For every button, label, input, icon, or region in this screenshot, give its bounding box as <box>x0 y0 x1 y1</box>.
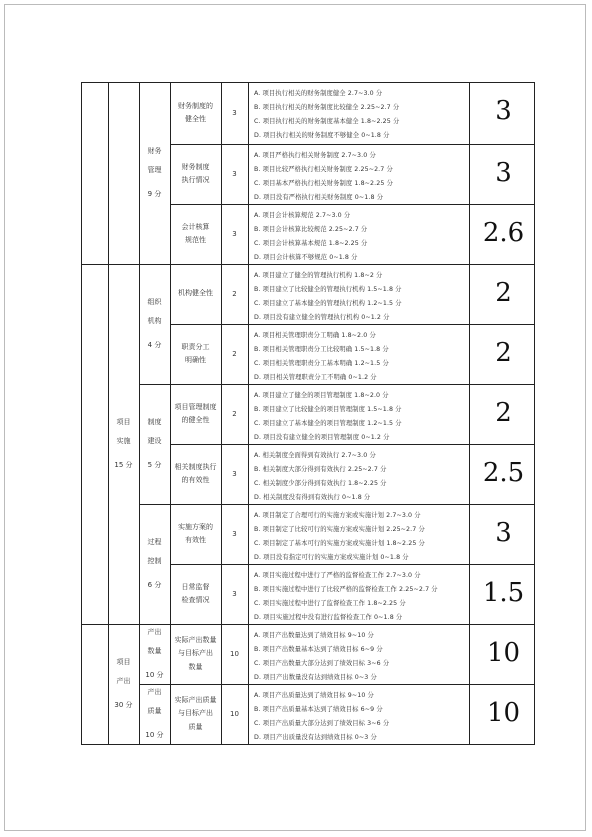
item-label: 实际产出质量 <box>174 696 217 705</box>
subcategory-quality-line: 产出 <box>147 688 162 697</box>
subcategory-quality-line: 10 分 <box>145 730 164 739</box>
subcategory-org-line: 组织 <box>147 298 162 307</box>
handwritten-score: 2 <box>495 278 512 308</box>
criteria-option: A. 项目执行相关的财务制度健全 2.7~3.0 分 <box>254 90 383 97</box>
item-label: 与目标产出 <box>178 649 213 658</box>
table-rule <box>534 82 535 745</box>
handwritten-score: 10 <box>486 698 521 728</box>
item-cell <box>170 144 221 204</box>
handwritten-score: 2.5 <box>482 458 525 488</box>
table-rule <box>81 624 108 625</box>
weight-cell: 3 <box>232 229 237 238</box>
subcategory-org-line: 4 分 <box>147 340 162 349</box>
weight-cell: 2 <box>232 409 237 418</box>
criteria-option: D. 项目没有建立健全的项目管理制度 0~1.2 分 <box>254 434 390 441</box>
weight-cell: 2 <box>232 349 237 358</box>
item-cell <box>170 204 221 264</box>
category-output-line: 产出 <box>116 677 131 686</box>
criteria-option: A. 项目建立了健全的管理执行机构 1.8~2 分 <box>254 272 383 279</box>
item-label: 执行情况 <box>181 176 210 184</box>
item-label: 日常监督 <box>181 582 210 591</box>
criteria-option: D. 项目没有建立健全的管理执行机构 0~1.2 分 <box>254 314 390 321</box>
criteria-option: A. 项目制定了合理可行的实施方案或实施计划 2.7~3.0 分 <box>254 512 421 519</box>
criteria-option: C. 项目产出数量大部分达到了绩效目标 3~6 分 <box>254 660 390 667</box>
category-output-line: 30 分 <box>114 700 133 709</box>
subcategory-system-line: 建设 <box>147 437 162 446</box>
table-rule <box>139 744 170 745</box>
category-output-line: 项目 <box>116 658 131 667</box>
subcategory-process <box>139 504 170 624</box>
weight-cell: 10 <box>230 649 239 658</box>
criteria-option: A. 项目会计核算规范 2.7~3.0 分 <box>254 212 351 219</box>
criteria-option: D. 项目相关管理职责分工不明确 0~1.2 分 <box>254 374 377 381</box>
weight-cell: 3 <box>232 108 237 117</box>
criteria-option: B. 相关制度大部分得到有效执行 2.25~2.7 分 <box>254 466 387 473</box>
criteria-option: A. 相关制度全面得到有效执行 2.7~3.0 分 <box>254 452 376 459</box>
table-rule <box>108 82 139 83</box>
criteria-option: C. 项目会计核算基本规范 1.8~2.25 分 <box>254 240 368 247</box>
criteria-option: B. 项目制定了比较可行的实施方案或实施计划 2.25~2.7 分 <box>254 526 425 533</box>
criteria-option: B. 项目相关管理职责分工比较明确 1.5~1.8 分 <box>254 346 389 353</box>
subcategory-process-line: 控制 <box>147 557 162 566</box>
criteria-option: C. 项目相关管理职责分工基本明确 1.2~1.5 分 <box>254 360 389 367</box>
item-label: 质量 <box>188 722 203 731</box>
criteria-option: D. 项目执行相关的财务制度不够健全 0~1.8 分 <box>254 132 390 139</box>
criteria-option: C. 项目执行相关的财务制度基本健全 1.8~2.25 分 <box>254 118 400 125</box>
item-label: 数量 <box>188 662 203 671</box>
criteria-option: C. 项目建立了基本健全的管理执行机构 1.2~1.5 分 <box>254 300 402 307</box>
criteria-option: A. 项目相关管理职责分工明确 1.8~2.0 分 <box>254 332 376 339</box>
subcategory-quantity-line: 产出 <box>147 628 162 637</box>
criteria-option: C. 相关制度少部分得到有效执行 1.8~2.25 分 <box>254 480 387 487</box>
criteria-option: A. 项目建立了健全的项目管理制度 1.8~2.0 分 <box>254 392 389 399</box>
criteria-option: D. 项目实施过程中没有进行监督检查工作 0~1.8 分 <box>254 614 403 621</box>
category-implementation <box>108 264 139 624</box>
handwritten-score: 2 <box>495 338 512 368</box>
criteria-option: B. 项目会计核算比较规范 2.25~2.7 分 <box>254 226 368 233</box>
table-rule <box>469 82 470 745</box>
subcategory-quantity <box>139 624 170 684</box>
table-rule <box>81 82 108 83</box>
table-rule <box>81 82 82 745</box>
criteria-option: D. 项目没有指定可行的实施方案或实施计划 0~1.8 分 <box>254 554 409 561</box>
criteria-option: D. 项目没有严格执行相关财务制度 0~1.8 分 <box>254 194 384 201</box>
category-output <box>108 624 139 744</box>
criteria-option: D. 项目产出数量没有达到绩效目标 0~3 分 <box>254 674 377 681</box>
item-label: 项目管理制度 <box>174 402 217 411</box>
item-cell <box>170 684 221 744</box>
criteria-option: A. 项目实施过程中进行了严格的监督检查工作 2.7~3.0 分 <box>254 572 421 579</box>
item-label: 健全性 <box>185 115 206 123</box>
handwritten-score: 2.6 <box>482 218 525 248</box>
item-label: 实际产出数量 <box>174 636 217 645</box>
item-label: 财务制度的 <box>178 101 213 110</box>
table-rule <box>81 264 108 265</box>
subcategory-quality-line: 质量 <box>147 707 162 716</box>
criteria-option: D. 项目会计核算不够规范 0~1.8 分 <box>254 254 358 261</box>
item-label: 实施方案的 <box>178 522 213 531</box>
subcategory-org-line: 机构 <box>147 317 162 326</box>
weight-cell: 10 <box>230 709 239 718</box>
criteria-option: B. 项目产出数量基本达到了绩效目标 6~9 分 <box>254 646 383 653</box>
item-label: 有效性 <box>185 536 206 544</box>
weight-cell: 2 <box>232 289 237 298</box>
handwritten-score: 2 <box>495 398 512 428</box>
category-implementation-line: 项目 <box>116 418 131 427</box>
subcategory-process-line: 6 分 <box>147 580 162 589</box>
criteria-option: D. 项目产出质量没有达到绩效目标 0~3 分 <box>254 734 377 741</box>
subcategory-finance-line: 9 分 <box>147 189 162 198</box>
subcategory-org <box>139 264 170 384</box>
item-label: 检查情况 <box>181 596 210 604</box>
item-cell <box>170 324 221 384</box>
subcategory-finance-line: 财务 <box>147 147 162 156</box>
weight-cell: 3 <box>232 589 237 598</box>
item-label: 的有效性 <box>181 476 210 484</box>
item-label: 的健全性 <box>181 416 210 424</box>
handwritten-score: 3 <box>495 518 512 548</box>
criteria-option: B. 项目实施过程中进行了比较严格的监督检查工作 2.25~2.7 分 <box>254 586 438 593</box>
category-implementation-line: 实施 <box>116 437 131 446</box>
subcategory-quantity-line: 10 分 <box>145 670 164 679</box>
subcategory-finance-line: 管理 <box>147 166 162 175</box>
category-implementation-line: 15 分 <box>114 460 133 469</box>
criteria-option: C. 项目产出质量大部分达到了绩效目标 3~6 分 <box>254 720 390 727</box>
item-label: 规范性 <box>185 236 206 244</box>
subcategory-quantity-line: 数量 <box>147 647 162 656</box>
criteria-option: A. 项目产出数量达到了绩效目标 9~10 分 <box>254 632 374 639</box>
criteria-option: C. 项目实施过程中进行了监督检查工作 1.8~2.25 分 <box>254 600 406 607</box>
item-cell <box>170 384 221 444</box>
criteria-option: C. 项目建立了基本健全的项目管理制度 1.2~1.5 分 <box>254 420 402 427</box>
weight-cell: 3 <box>232 529 237 538</box>
criteria-option: C. 项目制定了基本可行的实施方案或实施计划 1.8~2.25 分 <box>254 540 425 547</box>
handwritten-score: 1.5 <box>482 578 525 608</box>
criteria-option: A. 项目产出质量达到了绩效目标 9~10 分 <box>254 692 374 699</box>
weight-cell: 3 <box>232 469 237 478</box>
item-cell <box>170 564 221 624</box>
criteria-option: B. 项目建立了比较健全的项目管理制度 1.5~1.8 分 <box>254 406 402 413</box>
item-label: 与目标产出 <box>178 709 213 718</box>
criteria-option: C. 项目基本严格执行相关财务制度 1.8~2.25 分 <box>254 180 393 187</box>
criteria-option: B. 项目产出质量基本达到了绩效目标 6~9 分 <box>254 706 383 713</box>
criteria-option: B. 项目建立了比较健全的管理执行机构 1.5~1.8 分 <box>254 286 402 293</box>
subcategory-system-line: 制度 <box>147 418 162 427</box>
item-cell <box>170 264 221 324</box>
subcategory-quality <box>139 684 170 744</box>
item-cell <box>170 82 221 144</box>
table-rule <box>81 744 108 745</box>
criteria-option: B. 项目比较严格执行相关财务制度 2.25~2.7 分 <box>254 166 393 173</box>
subcategory-system-line: 5 分 <box>147 460 162 469</box>
item-label: 财务制度 <box>181 162 210 171</box>
handwritten-score: 3 <box>495 158 512 188</box>
table-rule <box>108 744 139 745</box>
criteria-option: B. 项目执行相关的财务制度比较健全 2.25~2.7 分 <box>254 104 400 111</box>
item-label: 会计核算 <box>181 222 210 231</box>
item-cell <box>170 624 221 684</box>
item-label: 明确性 <box>185 356 206 364</box>
item-label: 机构健全性 <box>178 289 213 298</box>
handwritten-score: 10 <box>486 638 521 668</box>
table-rule <box>170 744 535 745</box>
item-cell <box>170 504 221 564</box>
weight-cell: 3 <box>232 169 237 178</box>
table-rule <box>248 82 249 745</box>
criteria-option: D. 相关制度没有得到有效执行 0~1.8 分 <box>254 494 371 501</box>
subcategory-process-line: 过程 <box>147 538 162 547</box>
handwritten-score: 3 <box>495 96 512 126</box>
criteria-option: A. 项目严格执行相关财务制度 2.7~3.0 分 <box>254 152 376 159</box>
item-label: 职责分工 <box>181 342 210 351</box>
subcategory-system <box>139 384 170 504</box>
item-label: 相关制度执行 <box>174 462 217 471</box>
subcategory-finance <box>139 82 170 264</box>
item-cell <box>170 444 221 504</box>
